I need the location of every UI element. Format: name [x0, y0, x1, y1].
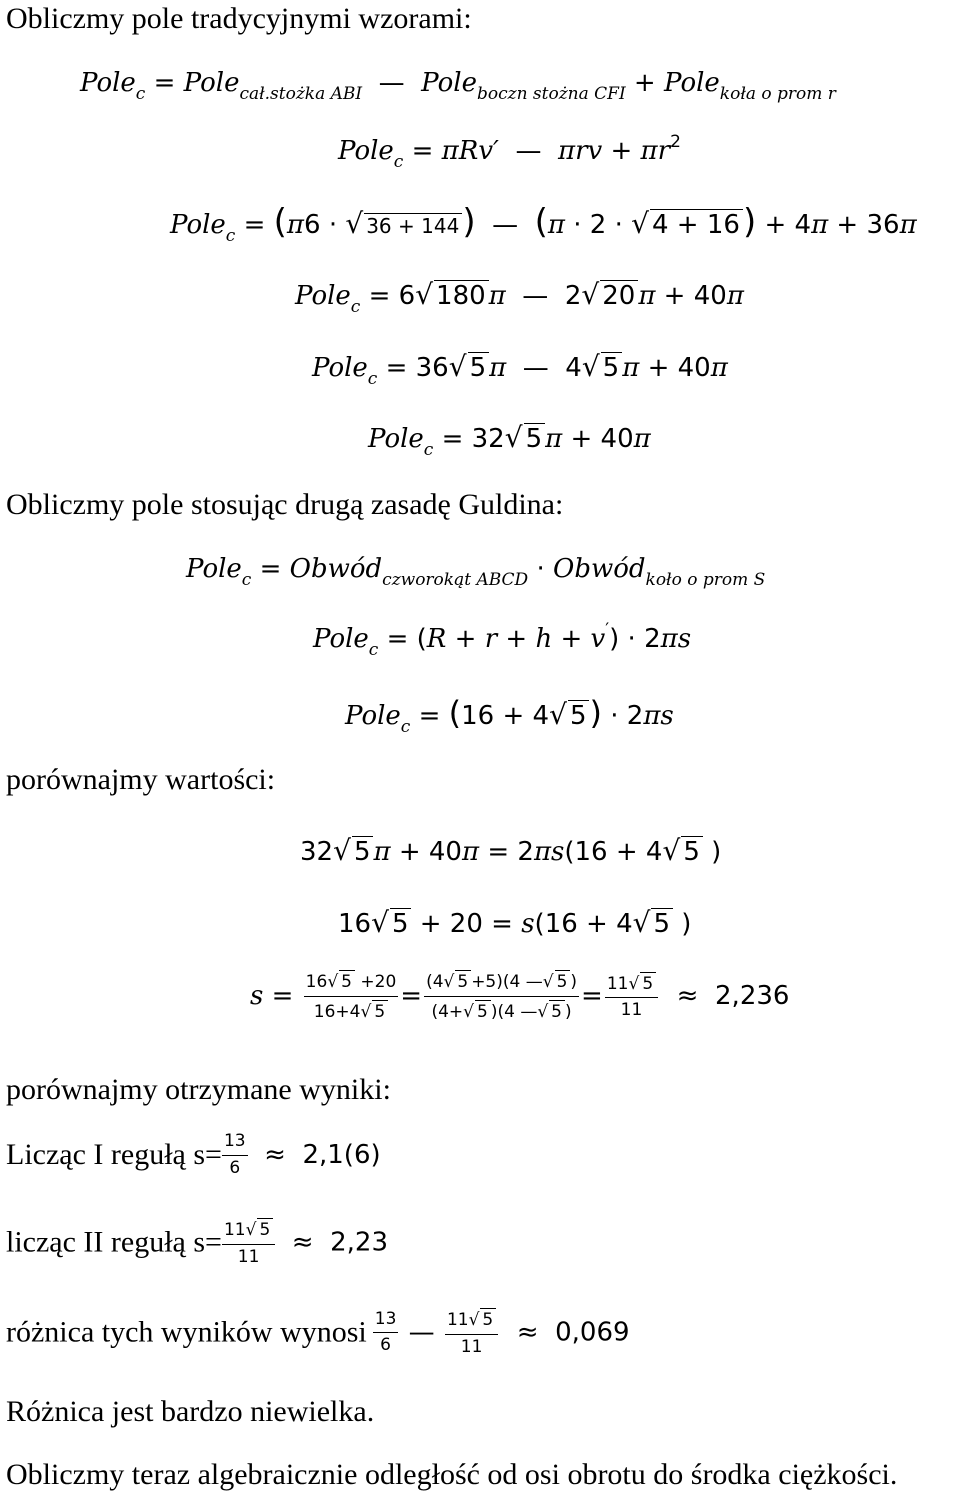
formula-guldin-general: Pole$_c$ = Obwód$_{czworokąt ABCD}$ · Obwód$_{koło o prom S}$	[186, 554, 766, 590]
rule2-value: 2,23	[330, 1227, 389, 1258]
formula-surface-decomposition: Pole$_c$ = Pole$_{cał.stożka ABI}$ — Pole$_{boczn stożna CFI}$ + Pole$_{koła o prom r}$	[80, 68, 836, 104]
fraction-s-initial: $\frac{16√ 5 +20}{16+4√ 5}$	[305, 972, 397, 1022]
rule1-label: Licząc I regułą s=	[6, 1138, 222, 1172]
subscript-circle-s: koło o prom S	[645, 570, 766, 590]
subscript-lateral: boczn stożna CFI	[476, 84, 626, 104]
fraction-11sqrt5-11: $\frac{11√ 5}{11}$	[222, 1218, 275, 1267]
fraction-s-final: $\frac{11√ 5}{11}$	[605, 972, 658, 1021]
rule2-line: licząc II regułą s= $\frac{11√ 5}{11}$ ≈ 2,23	[6, 1220, 389, 1267]
fraction-s-rationalized: $\frac{(4√ 5 +5)(4 —√ 5 )}{(4+√ 5 )(4 —√ 5 )}$	[426, 972, 578, 1022]
formula-surface-substituted: Pole$_c$ = (π6 · √ 36 + 144) — (π · 2 · √ 4 + 16) + 4π + 36π	[170, 202, 917, 246]
fraction-diff-13-6: $\frac{13}{6}$	[374, 1308, 397, 1356]
compare-results-text: porównajmy otrzymane wyniki:	[6, 1073, 391, 1106]
equation-equate: 32√ 5 π + 40π = 2πs(16 + 4√ 5 )	[300, 834, 722, 867]
difference-value: 0,069	[555, 1317, 630, 1348]
compare-values-text: porównajmy wartości:	[6, 763, 276, 796]
subscript-cone: cał.stożka ABI	[239, 84, 363, 104]
approx-s-value: 2,236	[715, 981, 790, 1012]
formula-surface-step4: Pole$_c$ = 6√ 180 π — 2√ 20 π + 40π	[295, 278, 744, 317]
formula-surface-symbolic: Pole$_c$ = πRv′ — $\pi rv + \pi r^2$	[338, 132, 681, 172]
intro-traditional-text: Obliczmy pole tradycyjnymi wzorami:	[6, 2, 472, 35]
rule1-value: 2,1(6)	[302, 1140, 381, 1171]
difference-label: różnica tych wyników wynosi	[6, 1315, 367, 1349]
next-step-text: Obliczmy teraz algebraicznie odległość od osi obrotu do środka ciężkości.	[6, 1458, 898, 1491]
subscript-circle: koła o prom r	[719, 84, 836, 104]
subscript-quadrilateral: czworokąt ABCD	[382, 570, 529, 590]
conclusion-text: Różnica jest bardzo niewielka.	[6, 1395, 375, 1428]
fraction-diff-11sqrt5-11: $\frac{11√ 5}{11}$	[445, 1308, 498, 1357]
formula-guldin-substituted: Pole$_c$ = (16 + 4√ 5) · 2πs	[345, 694, 674, 737]
formula-surface-step5: Pole$_c$ = 36√ 5 π — 4√ 5 π + 40π	[312, 350, 728, 389]
equation-s-solution: s = $\frac{16√ 5 +20}{16+4√ 5}$ = $\frac{(4√ 5 +5)(4 —√ 5 )}{(4+√ 5 )(4 —√ 5 )}$ = $\frac{11√ 5}{11}$ ≈ 2,236	[250, 972, 790, 1022]
formula-guldin-symbolic: Pole$_c$ = (R + r + h + v′) · 2πs	[313, 620, 692, 660]
equation-simplified: 16√ 5 + 20 = s(16 + 4√ 5 )	[338, 906, 692, 939]
fraction-13-6: $\frac{13}{6}$	[223, 1131, 246, 1178]
intro-guldin-text: Obliczmy pole stosując drugą zasadę Guldina:	[6, 488, 564, 521]
rule2-label: licząc II regułą s=	[6, 1225, 222, 1259]
formula-surface-result: Pole$_c$ = 32√ 5 π + 40π	[368, 421, 651, 460]
rule1-line: Licząc I regułą s= $\frac{13}{6}$ ≈ 2,1(6)	[6, 1131, 381, 1178]
difference-line: różnica tych wyników wynosi $\frac{13}{6}$ — $\frac{11√ 5}{11}$ ≈ 0,069	[6, 1308, 630, 1357]
